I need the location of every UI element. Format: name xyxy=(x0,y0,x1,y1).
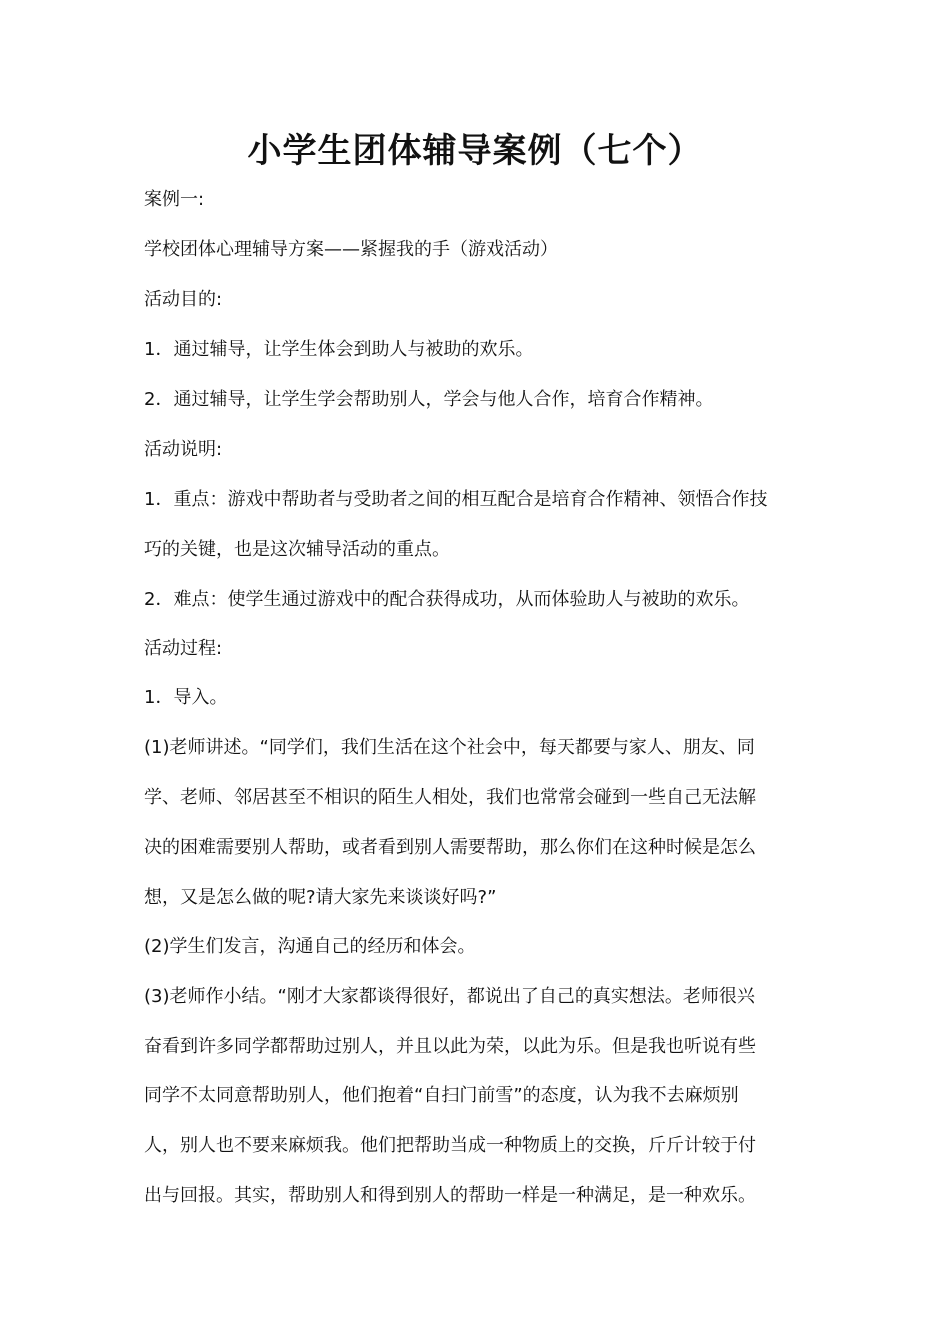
text-line: 学、老师、邻居甚至不相识的陌生人相处，我们也常常会碰到一些自己无法解 xyxy=(144,787,756,808)
document-title: 小学生团体辅导案例（七个） xyxy=(247,131,703,171)
text-line: 出与回报。其实，帮助别人和得到别人的帮助一样是一种满足，是一种欢乐。 xyxy=(144,1185,756,1206)
text-line: 1．导入。 xyxy=(144,687,228,708)
text-line: 活动说明: xyxy=(144,439,223,460)
text-line: 活动过程: xyxy=(144,638,223,659)
text-line: 决的困难需要别人帮助，或者看到别人需要帮助，那么你们在这种时候是怎么 xyxy=(144,837,756,858)
text-line: 2．难点：使学生通过游戏中的配合获得成功，从而体验助人与被助的欢乐。 xyxy=(144,589,750,610)
text-line: (3)老师作小结。“刚才大家都谈得很好，都说出了自己的真实想法。老师很兴 xyxy=(144,986,755,1007)
text-line: 奋看到许多同学都帮助过别人，并且以此为荣，以此为乐。但是我也听说有些 xyxy=(144,1036,756,1057)
text-line: 活动目的: xyxy=(144,289,223,310)
text-line: 案例一: xyxy=(144,189,205,210)
text-line: 学校团体心理辅导方案——紧握我的手（游戏活动） xyxy=(144,239,558,260)
text-line: 想，又是怎么做的呢?请大家先来谈谈好吗?” xyxy=(144,887,497,908)
text-line: 巧的关键，也是这次辅导活动的重点。 xyxy=(144,539,450,560)
text-line: 1．通过辅导，让学生体会到助人与被助的欢乐。 xyxy=(144,339,534,360)
text-line: 2．通过辅导，让学生学会帮助别人，学会与他人合作，培育合作精神。 xyxy=(144,389,714,410)
text-line: (2)学生们发言，沟通自己的经历和体会。 xyxy=(144,936,476,957)
text-line: 同学不太同意帮助别人，他们抱着“自扫门前雪”的态度，认为我不去麻烦别 xyxy=(144,1085,739,1106)
text-line: 人，别人也不要来麻烦我。他们把帮助当成一种物质上的交换，斤斤计较于付 xyxy=(144,1135,756,1156)
text-line: (1)老师讲述。“同学们，我们生活在这个社会中，每天都要与家人、朋友、同 xyxy=(144,737,755,758)
text-line: 1．重点：游戏中帮助者与受助者之间的相互配合是培育合作精神、领悟合作技 xyxy=(144,489,768,510)
